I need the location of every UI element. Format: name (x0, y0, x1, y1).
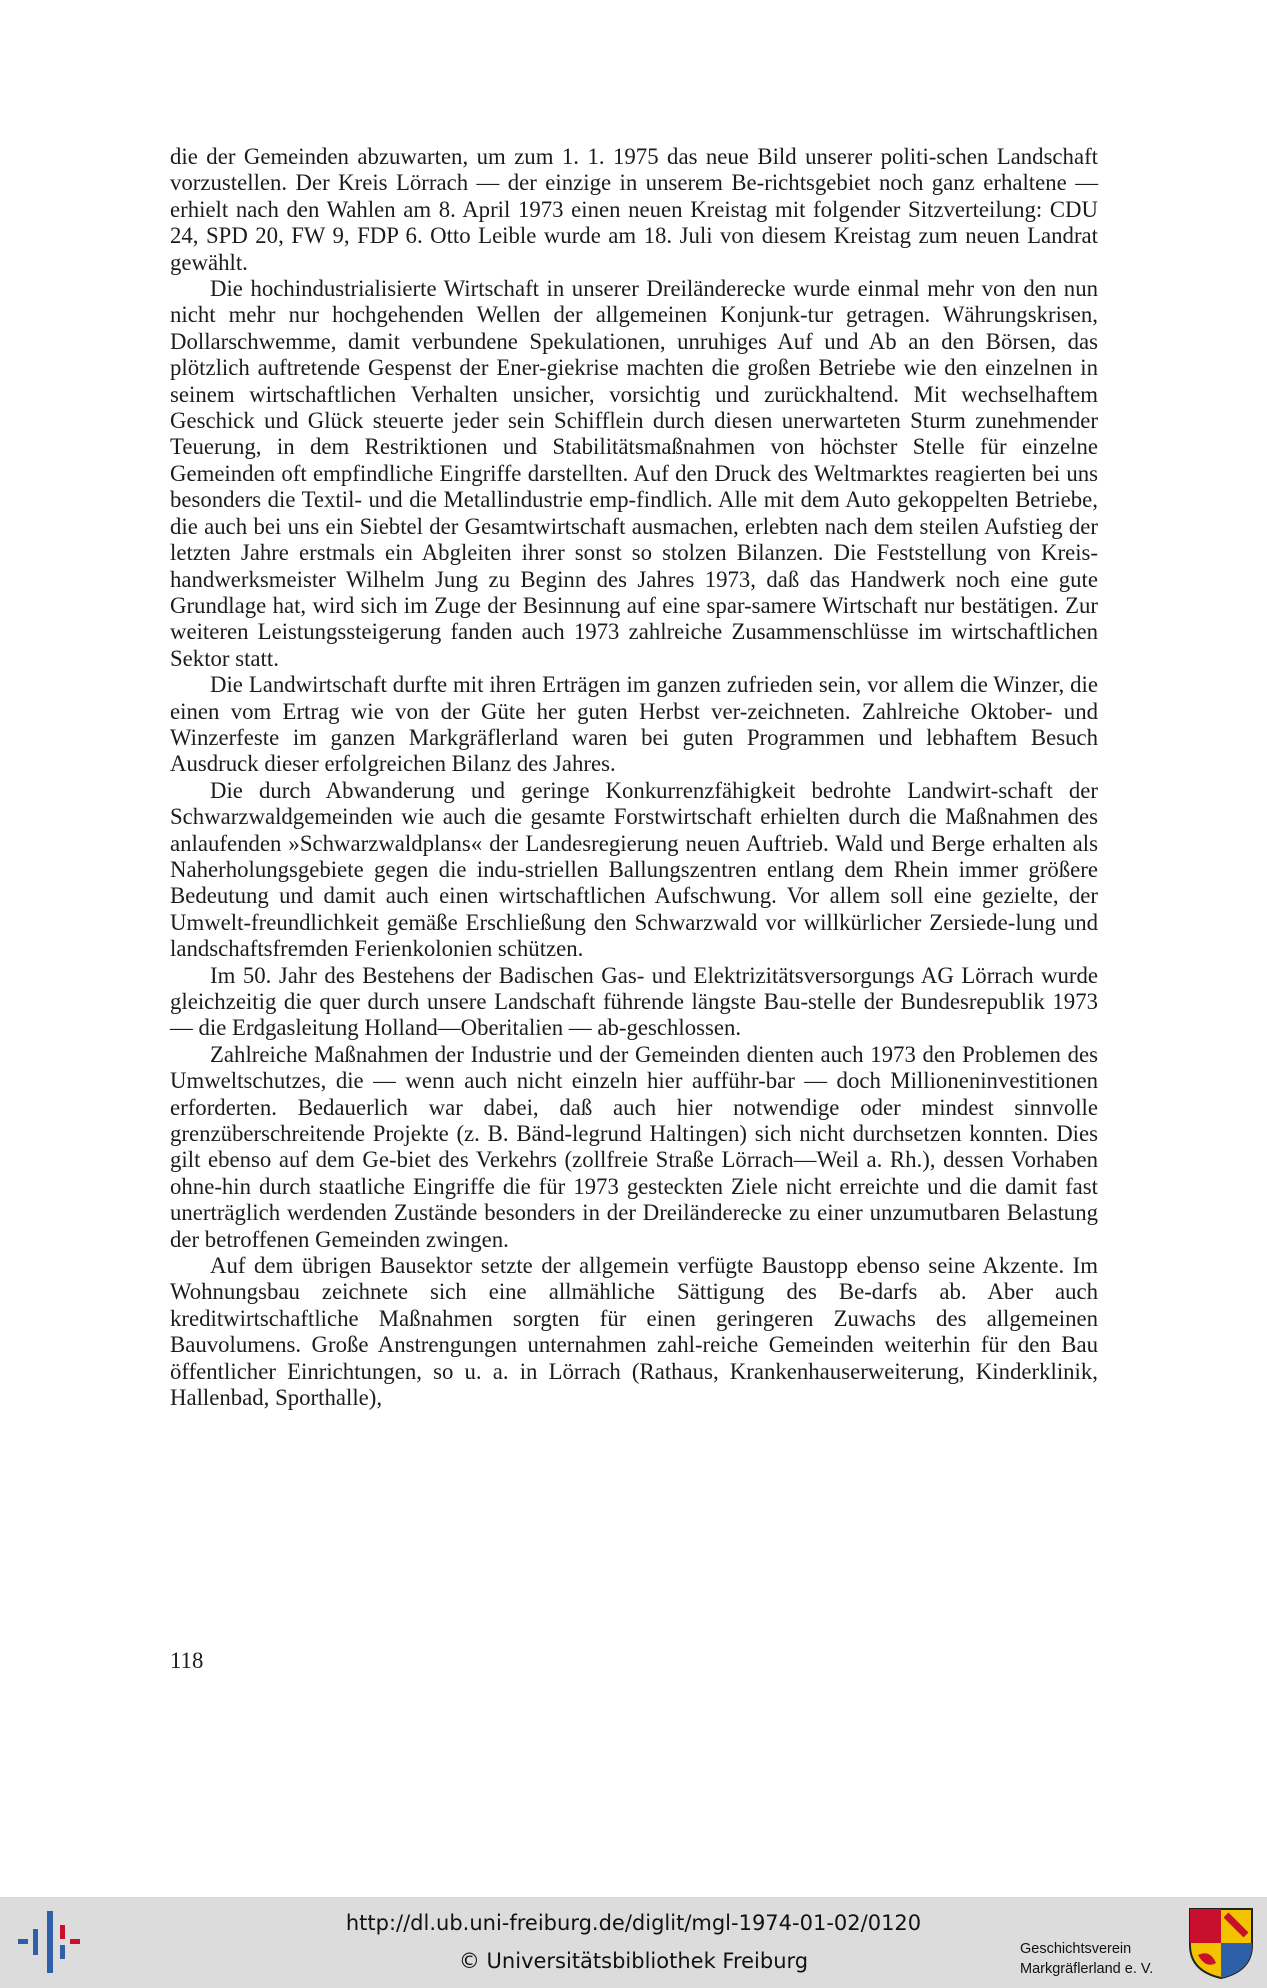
society-name (1020, 1939, 1182, 1979)
body-text (170, 144, 1098, 1412)
paragraph-3: Die Landwirtschaft durfte mit ihren Erträgen im ganzen zufrieden sein, vor allem die Winzer, die einen vom Ertrag wie von der Güte her guten Herbst ver-zeichneten. Zahlreiche Oktober- und Winzerfeste im ganzen Markgräflerland waren bei guten Programmen und lebhaftem Besuch Ausdruck dieser erfolgreichen Bilanz des Jahres. (170, 672, 1098, 777)
page-number: 118 (170, 1648, 204, 1673)
copyright-text: © Universitätsbibliothek Freiburg (458, 1949, 809, 1973)
paragraph-6: Zahlreiche Maßnahmen der Industrie und der Gemeinden dienten auch 1973 den Problemen des Umweltschutzes, die — wenn auch nicht einzeln hier aufführ-bar — doch Millioneninvestitionen erforderten. Bedauerlich war dabei, daß auch hier notwendige oder mindest sinnvolle grenzüberschreitende Projekte (z. B. Bänd-legrund Haltingen) sich nicht durchsetzen konnten. Dies gilt ebenso auf dem Ge-biet des Verkehrs (zollfreie Straße Lörrach—Weil a. Rh.), dessen Vorhaben ohne-hin durch staatliche Eingriffe die für 1973 gesteckten Ziele nicht erreichte und die damit fast unerträglich werdenden Zustände besonders in der Dreiländerecke zu einer unzumutbaren Belastung der betroffenen Gemeinden zwingen. (170, 1041, 1098, 1252)
permalink-url[interactable]: http://dl.ub.uni-freiburg.de/diglit/mgl-1974-01-02/0120 (345, 1911, 922, 1935)
coat-of-arms-icon (1186, 1905, 1256, 1981)
society-line-2: Markgräflerland e. V. (1020, 1961, 1154, 1977)
paragraph-5: Im 50. Jahr des Bestehens der Badischen Gas- und Elektrizitätsversorgungs AG Lörrach wurde gleichzeitig die quer durch unsere Landschaft führende längste Bau-stelle der Bundesrepublik 1973 — die Erdgasleitung Holland—Oberitalien — ab-geschlossen. (170, 962, 1098, 1041)
paragraph-2: Die hochindustrialisierte Wirtschaft in unserer Dreiländerecke wurde einmal mehr von den nun nicht mehr nur hochgehenden Wellen der allgemeinen Konjunk-tur getragen. Währungskrisen, Dollarschwemme, damit verbundene Spekulationen, unruhiges Auf und Ab an den Börsen, das plötzlich auftretende Gespenst der Ener-giekrise machten die großen Betriebe wie den einzelnen in seinem wirtschaftlichen Verhalten unsicher, vorsichtig und zurückhaltend. Mit wechselhaftem Geschick und Glück steuerte jeder sein Schifflein durch diesen unerwarteten Sturm zunehmender Teuerung, in dem Restriktionen und Stabilitätsmaßnahmen von höchster Stelle für einzelne Gemeinden oft empfindliche Eingriffe darstellten. Auf den Druck des Weltmarktes reagierten bei uns besonders die Textil- und die Metallindustrie emp-findlich. Alle mit dem Auto gekoppelten Betriebe, die auch bei uns ein Siebtel der Gesamtwirtschaft ausmachen, erlebten nach dem steilen Aufstieg der letzten Jahre erstmals ein Abgleiten ihrer sonst so stolzen Bilanzen. Die Feststellung von Kreis-handwerksmeister Wilhelm Jung zu Beginn des Jahres 1973, daß das Handwerk noch eine gute Grundlage hat, wird sich im Zuge der Besinnung auf eine spar-samere Wirtschaft nur bestätigen. Zur weiteren Leistungssteigerung fanden auch 1973 zahlreiche Zusammenschlüsse im wirtschaftlichen Sektor statt. (170, 276, 1098, 671)
paragraph-4: Die durch Abwanderung und geringe Konkurrenzfähigkeit bedrohte Landwirt-schaft der Schwarzwaldgemeinden wie auch die gesamte Forstwirtschaft erhielten durch die Maßnahmen des anlaufenden »Schwarzwaldplans« der Landesregierung neuen Auftrieb. Wald und Berge erhalten als Naherholungsgebiete gegen die indu-striellen Ballungszentren entlang dem Rhein immer größere Bedeutung und damit auch einen wirtschaftlichen Aufschwung. Vor allem soll eine gezielte, der Umwelt-freundlichkeit gemäße Erschließung den Schwarzwald vor willkürlicher Zersiede-lung und landschaftsfremden Ferienkolonien schützen. (170, 777, 1098, 962)
paragraph-7: Auf dem übrigen Bausektor setzte der allgemein verfügte Baustopp ebenso seine Akzente. Im Wohnungsbau zeichnete sich eine allmähliche Sättigung des Be-darfs ab. Aber auch kreditwirtschaftliche Maßnahmen sorgten für einen geringeren Zuwachs des allgemeinen Bauvolumens. Große Anstrengungen unternahmen zahl-reiche Gemeinden weiterhin für den Bau öffentlicher Einrichtungen, so u. a. in Lörrach (Rathaus, Krankenhauserweiterung, Kinderklinik, Hallenbad, Sporthalle), (170, 1253, 1098, 1411)
footer-bar (0, 1897, 1267, 1988)
paragraph-1: die der Gemeinden abzuwarten, um zum 1. 1. 1975 das neue Bild unserer politi-schen Landschaft vorzustellen. Der Kreis Lörrach — der einzige in unserem Be-richtsgebiet noch ganz erhaltene — erhielt nach den Wahlen am 8. April 1973 einen neuen Kreistag mit folgender Sitzverteilung: CDU 24, SPD 20, FW 9, FDP 6. Otto Leible wurde am 18. Juli von diesem Kreistag zum neuen Landrat gewählt. (170, 144, 1098, 275)
society-line-1: Geschichtsverein (1020, 1941, 1132, 1957)
